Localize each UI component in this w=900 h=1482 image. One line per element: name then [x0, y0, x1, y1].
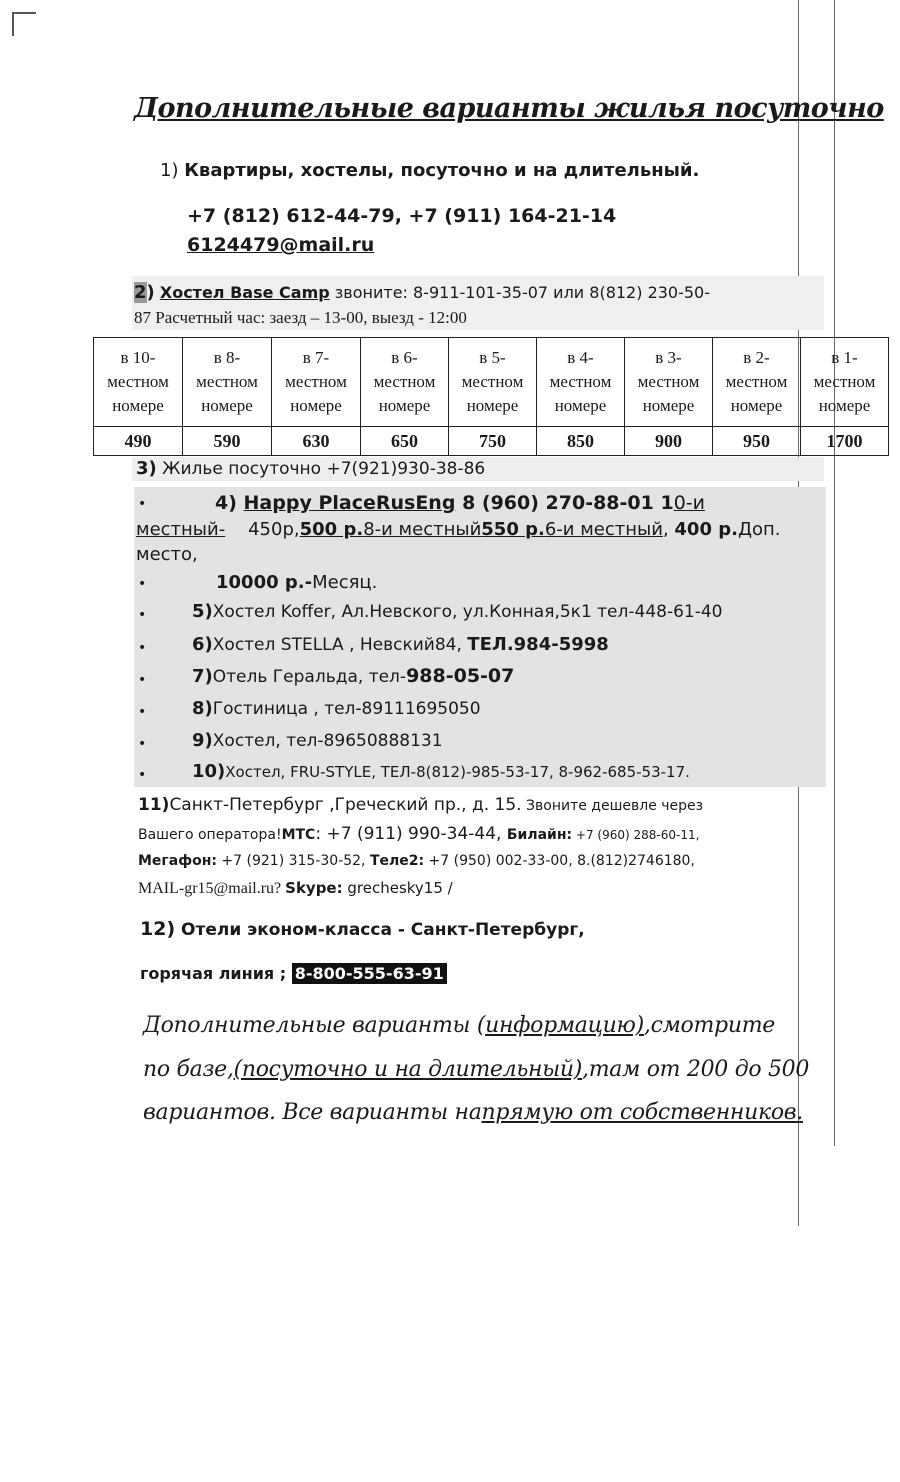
bullet: • [138, 607, 147, 623]
bottom-note-line-2: по базе,(посуточно и на длительный),там от 200 до 500 [143, 1057, 810, 1082]
bottom-note-line-1: Дополнительные варианты (информацию),смотрите [143, 1013, 775, 1038]
price-cell: 630 [272, 427, 361, 456]
price-cell: 750 [449, 427, 537, 456]
header-cell-line: номере [290, 396, 342, 415]
rooms-price-table [93, 337, 889, 456]
header-cell-line: местном [813, 372, 876, 391]
bullet: • [138, 640, 147, 656]
section-1 [160, 160, 699, 181]
section-1-email[interactable]: 6124479@mail.ru [187, 234, 375, 256]
header-cell-line: в 10- [120, 348, 156, 367]
table-header-cell [272, 338, 361, 427]
header-cell-line: номере [730, 396, 783, 415]
bullet: • [138, 672, 147, 688]
section-1-text: Квартиры, хостелы, посуточно и на длительный. [184, 160, 700, 181]
table-price-row [94, 427, 889, 456]
scan-corner-mark [12, 12, 36, 36]
bullet: • [138, 576, 147, 592]
header-cell-line: номере [554, 396, 607, 415]
header-cell-line: номере [378, 396, 431, 415]
table-header-cell [713, 338, 801, 427]
section-2-hostel-name: Хостел Base Camp [159, 283, 330, 302]
section-2-line-1 [134, 282, 710, 303]
list-item: 5)Хостел Koffer, Ал.Невского, ул.Конная,5к1 тел-448-61-40 [192, 601, 723, 622]
price-cell: 590 [183, 427, 272, 456]
header-cell-line: местном [285, 372, 347, 391]
header-cell-line: местном [637, 372, 700, 391]
list-item: 8)Гостиница , тел-89111695050 [192, 698, 481, 719]
price-cell: 1700 [801, 427, 889, 456]
price-cell: 900 [625, 427, 713, 456]
section-12-line-1: 12) Отели эконом-класса - Санкт-Петербург, [140, 918, 585, 940]
section-1-phones: +7 (812) 612-44-79, +7 (911) 164-21-14 [187, 205, 617, 227]
header-cell-line: в 6- [391, 348, 418, 367]
header-cell-line: в 4- [567, 348, 594, 367]
table-header-cell [449, 338, 537, 427]
section-2-number: 2) [134, 282, 155, 303]
header-cell-line: местном [725, 372, 788, 391]
header-cell-line: номере [818, 396, 871, 415]
header-cell-line: номере [112, 396, 164, 415]
bullet: • [138, 736, 147, 752]
hotline-number: 8-800-555-63-91 [292, 963, 447, 984]
header-cell-line: местном [107, 372, 169, 391]
section-3-number: 3) [136, 458, 157, 479]
bullet: • [138, 496, 147, 512]
section-1-number: 1) [160, 160, 179, 181]
list-item: 7)Отель Геральда, тел-988-05-07 [192, 665, 515, 687]
section-4-name: Happy PlaceRusEng [243, 492, 456, 514]
section-12-line-2: горячая линия ; 8-800-555-63-91 [140, 964, 447, 983]
scan-edge-line-2 [834, 0, 835, 1146]
bullet: • [138, 704, 147, 720]
table-header-cell [625, 338, 713, 427]
table-header-cell [801, 338, 889, 427]
bottom-note-line-3: вариантов. Все варианты напрямую от собственников. [143, 1100, 803, 1125]
section-2-line-2: 87 Расчетный час: заезд – 13-00, выезд - 12:00 [134, 308, 467, 327]
price-cell: 650 [361, 427, 449, 456]
table-header-cell [183, 338, 272, 427]
header-cell-line: в 2- [743, 348, 770, 367]
section-11-line-3: Мегафон: +7 (921) 315-30-52, Теле2: +7 (950) 002-33-00, 8.(812)2746180, [138, 853, 695, 869]
section-4-extra: место, [136, 544, 198, 565]
header-cell-line: в 7- [302, 348, 330, 367]
header-cell-line: в 3- [655, 348, 682, 367]
page-title: Дополнительные варианты жилья посуточно [134, 93, 884, 124]
list-item: 10)Хостел, FRU-STYLE, ТЕЛ-8(812)-985-53-17, 8-962-685-53-17. [192, 761, 690, 782]
header-cell-line: в 8- [213, 348, 241, 367]
section-3 [136, 458, 485, 479]
header-cell-line: местном [196, 372, 258, 391]
list-item: 9)Хостел, тел-89650888131 [192, 730, 443, 751]
table-header-row [94, 338, 889, 427]
price-cell: 950 [713, 427, 801, 456]
header-cell-line: в 5- [479, 348, 506, 367]
header-cell-line: в 1- [831, 348, 858, 367]
header-cell-line: номере [201, 396, 253, 415]
header-cell-line: номере [642, 396, 695, 415]
section-4-heading: 4) Happy PlaceRusEng 8 (960) 270-88-01 10-и [215, 492, 706, 514]
section-4-month: 10000 р.-Месяц. [216, 572, 378, 593]
header-cell-line: местном [373, 372, 436, 391]
section-4-phone: 8 (960) 270-88-01 [462, 492, 654, 514]
section-3-text: Жилье посуточно +7(921)930-38-86 [162, 459, 486, 479]
header-cell-line: местном [461, 372, 524, 391]
bullet: • [138, 767, 147, 783]
list-item: 6)Хостел STELLA , Невский84, ТЕЛ.984-5998 [192, 634, 609, 655]
header-cell-line: номере [466, 396, 519, 415]
price-cell: 490 [94, 427, 183, 456]
price-cell: 850 [537, 427, 625, 456]
table-header-cell [537, 338, 625, 427]
header-cell-line: местном [549, 372, 612, 391]
table-header-cell [361, 338, 449, 427]
section-11-line-4: MAIL-gr15@mail.ru? Skype: grechesky15 / [138, 879, 453, 897]
section-11-line-1: 11)Санкт-Петербург ,Греческий пр., д. 15. Звоните дешевле через [138, 795, 704, 815]
table-header-cell [94, 338, 183, 427]
section-11-line-2: Вашего оператора!МТС: +7 (911) 990-34-44, Билайн: +7 (960) 288-60-11, [138, 824, 700, 844]
section-2-call: звоните: 8-911-101-35-07 или 8(812) 230-50- [334, 283, 711, 302]
section-4-prices: местный- 450р,500 р.8-и местный550 р.6-и местный, 400 р.Доп. [136, 519, 781, 540]
